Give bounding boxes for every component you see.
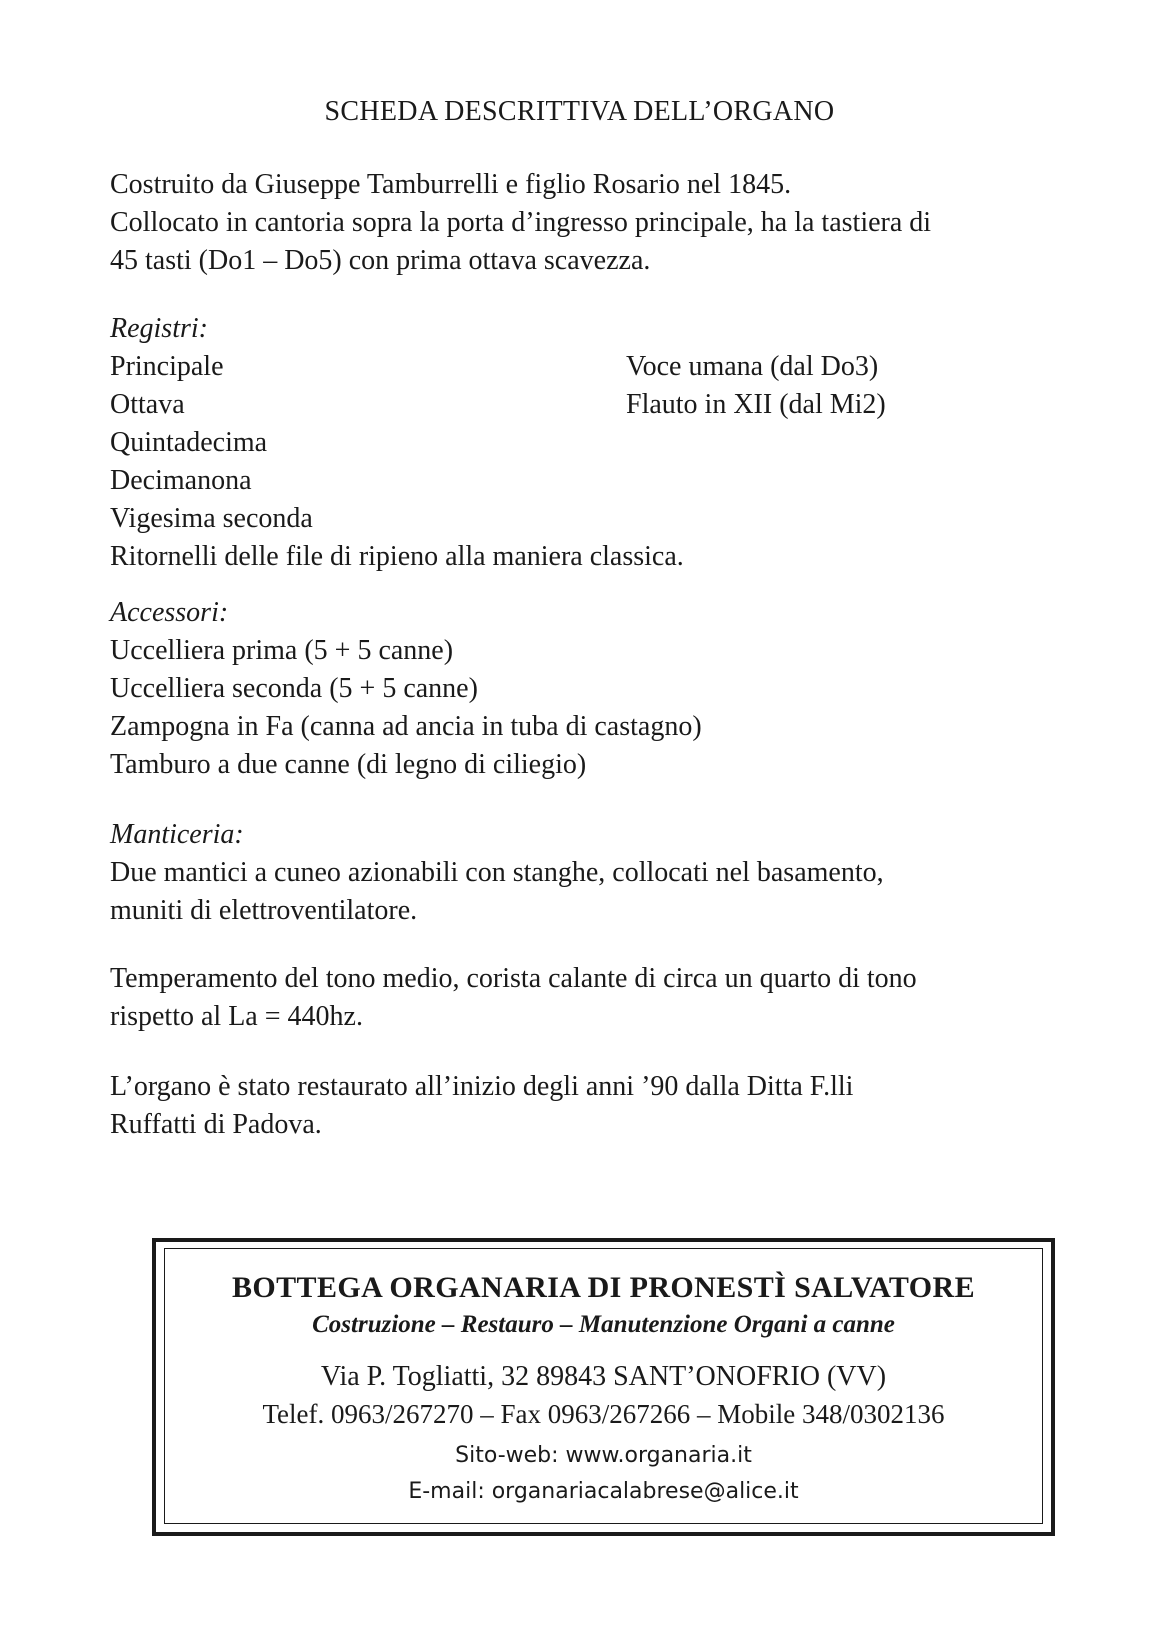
temperamento-section bbox=[110, 960, 1070, 1036]
page-title: SCHEDA DESCRITTIVA DELL’ORGANO bbox=[324, 96, 835, 127]
registri-note: Ritornelli delle file di ripieno alla maniera classica. bbox=[110, 541, 684, 572]
bottega-email: E-mail: organariacalabrese@alice.it bbox=[408, 1479, 799, 1504]
accessori-heading: Accessori: bbox=[110, 597, 229, 628]
accessorio-item: Tamburo a due canne (di legno di ciliegio) bbox=[110, 749, 587, 780]
intro-line: 45 tasti (Do1 – Do5) con prima ottava scavezza. bbox=[110, 245, 651, 276]
bottega-tagline: Costruzione – Restauro – Manutenzione Organi a canne bbox=[312, 1311, 895, 1338]
bottega-box-inner bbox=[164, 1248, 1043, 1524]
manticeria-line: muniti di elettroventilatore. bbox=[110, 895, 418, 926]
registro-item: Flauto in XII (dal Mi2) bbox=[626, 389, 886, 420]
restauro-section bbox=[110, 1068, 1070, 1144]
bottega-website: Sito-web: www.organaria.it bbox=[455, 1443, 752, 1468]
intro-line: Collocato in cantoria sopra la porta d’ingresso principale, ha la tastiera di bbox=[110, 207, 932, 238]
registro-item: Voce umana (dal Do3) bbox=[626, 351, 879, 382]
bottega-phones: Telef. 0963/267270 – Fax 0963/267266 – Mobile 348/0302136 bbox=[262, 1399, 945, 1429]
registri-heading: Registri: bbox=[110, 313, 208, 344]
temperamento-line: Temperamento del tono medio, corista calante di circa un quarto di tono bbox=[110, 963, 917, 994]
registro-item: Principale bbox=[110, 351, 224, 382]
registri-row bbox=[110, 386, 1070, 424]
temperamento-line: rispetto al La = 440hz. bbox=[110, 1001, 363, 1032]
bottega-address: Via P. Togliatti, 32 89843 SANT’ONOFRIO (VV) bbox=[320, 1361, 887, 1392]
accessorio-item: Uccelliera prima (5 + 5 canne) bbox=[110, 635, 454, 666]
restauro-line: Ruffatti di Padova. bbox=[110, 1109, 322, 1140]
bottega-name: BOTTEGA ORGANARIA DI PRONESTÌ SALVATORE bbox=[231, 1271, 976, 1304]
manticeria-section bbox=[110, 816, 1070, 930]
accessori-section bbox=[110, 594, 1070, 784]
registro-item: Ottava bbox=[110, 389, 185, 420]
intro-section bbox=[110, 166, 1070, 280]
registri-row bbox=[110, 348, 1070, 386]
accessorio-item: Zampogna in Fa (canna ad ancia in tuba di castagno) bbox=[110, 711, 702, 742]
accessorio-item: Uccelliera seconda (5 + 5 canne) bbox=[110, 673, 478, 704]
registri-section bbox=[110, 310, 1070, 576]
registro-item: Vigesima seconda bbox=[110, 503, 313, 534]
intro-line: Costruito da Giuseppe Tamburrelli e figlio Rosario nel 1845. bbox=[110, 169, 792, 200]
restauro-line: L’organo è stato restaurato all’inizio degli anni ’90 dalla Ditta F.lli bbox=[110, 1071, 854, 1102]
manticeria-heading: Manticeria: bbox=[110, 819, 244, 850]
manticeria-line: Due mantici a cuneo azionabili con stanghe, collocati nel basamento, bbox=[110, 857, 884, 888]
registro-item: Decimanona bbox=[110, 465, 252, 496]
registro-item: Quintadecima bbox=[110, 427, 268, 458]
bottega-box bbox=[152, 1238, 1055, 1536]
